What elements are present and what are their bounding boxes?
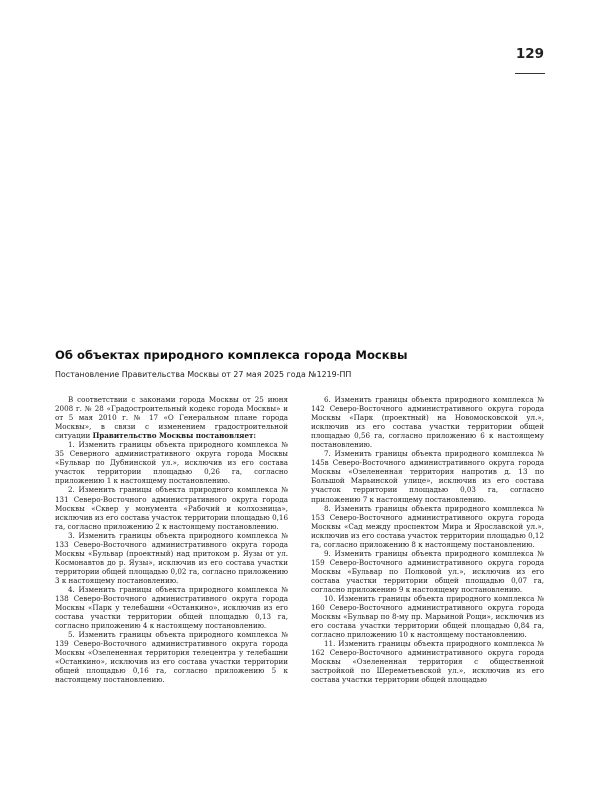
page-number-rule [515,73,545,74]
intro-paragraph [55,395,288,440]
paragraph-10: 10. Изменить границы объекта природного комплекса № 160 Северо-Восточного административного округа города Москвы «Бульвар по 8-му пр. Марьиной Рощи», исключив из его состава участки территории общей площадью 0,84 га, согласно приложению 10 к настоящему постановлению. [311,594,544,640]
paragraph-7: 7. Изменить границы объекта природного комплекса № 145в Северо-Восточного административного округа города Москвы «Озелененная территория напротив д. 13 по Большой Марьинской улице», исключив из его состава участок территории площадью 0,03 га, согласно приложению 7 к настоящему постановлению. [311,449,544,504]
paragraph-1: 1. Изменить границы объекта природного комплекса № 35 Северного административного округа города Москвы «Бульвар по Дубнинской ул.», исключив из его состава участок территории площадью 0,26 га, согласно приложению 1 к настоящему постановлению. [55,440,288,486]
text-column-right [311,395,544,685]
paragraph-11: 11. Изменить границы объекта природного комплекса № 162 Северо-Восточного административного округа города Москвы «Озелененная территория с общественной застройкой по Шереметьевской ул.», исключив из его состава участки территории общей площадью [311,639,544,685]
paragraph-4: 4. Изменить границы объекта природного комплекса № 138 Северо-Восточного административного округа города Москвы «Парк у телебашни «Останкино», исключив из его состава участки территории общей площадью 0,13 га, согласно приложению 4 к настоящему постановлению. [55,584,288,631]
intro-text: В соответствии с законами города Москвы от 25 июня 2008 г. № 28 «Градостроительный кодекс города Москвы» и от 5 мая 2010 г. № 17 «О Генеральном плане города Москвы», в связи с изменением градостроительной ситуации [55,395,288,441]
paragraph-2: 2. Изменить границы объекта природного комплекса № 131 Северо-Восточного административного округа города Москвы «Сквер у монумента «Рабочий и колхозница», исключив из его состава участок территории площадью 0,16 га, согласно приложению 2 к настоящему постановлению. [55,485,288,531]
document-title: Об объектах природного комплекса города Москвы [55,348,408,362]
text-column-left [55,395,288,685]
document-subtitle: Постановление Правительства Москвы от 27 мая 2025 года №1219-ПП [55,370,352,379]
paragraph-6: 6. Изменить границы объекта природного комплекса № 142 Северо-Восточного административного округа города Москвы «Парк (проектный) на Новомосковской ул.», исключив из его состава участки территории общей площадью 0,56 га, согласно приложению 6 к настоящему постановлению. [311,395,544,450]
paragraph-5: 5. Изменить границы объекта природного комплекса № 139 Северо-Восточного административного округа города Москвы «Озелененная территория телецентра у телебашни «Останкино», исключив из его состава участки территории общей площадью 0,16 га, согласно приложению 5 к настоящему постановлению. [55,630,288,685]
page-number: 129 [515,46,544,62]
paragraph-3: 3. Изменить границы объекта природного комплекса № 133 Северо-Восточного административного округа города Москвы «Бульвар (проектный) над притоком р. Яузы от ул. Космонавтов до р. Яузы», исключив из его состава участки территории общей площадью 0,02 га, согласно приложению 3 к настоящему постановлению. [55,530,288,585]
intro-resolution: Правительство Москвы постановляет: [92,431,257,441]
paragraph-8: 8. Изменить границы объекта природного комплекса № 153 Северо-Восточного административного округа города Москвы «Сад между проспектом Мира и Ярославской ул.», исключив из его состава участок территории площадью 0,12 га, согласно приложению 8 к настоящему постановлению. [311,503,544,549]
paragraph-9: 9. Изменить границы объекта природного комплекса № 159 Северо-Восточного административного округа города Москвы «Бульвар по Полковой ул.», исключив из его состава участки территории общей площадью 0,07 га, согласно приложению 9 к настоящему постановлению. [311,548,544,594]
